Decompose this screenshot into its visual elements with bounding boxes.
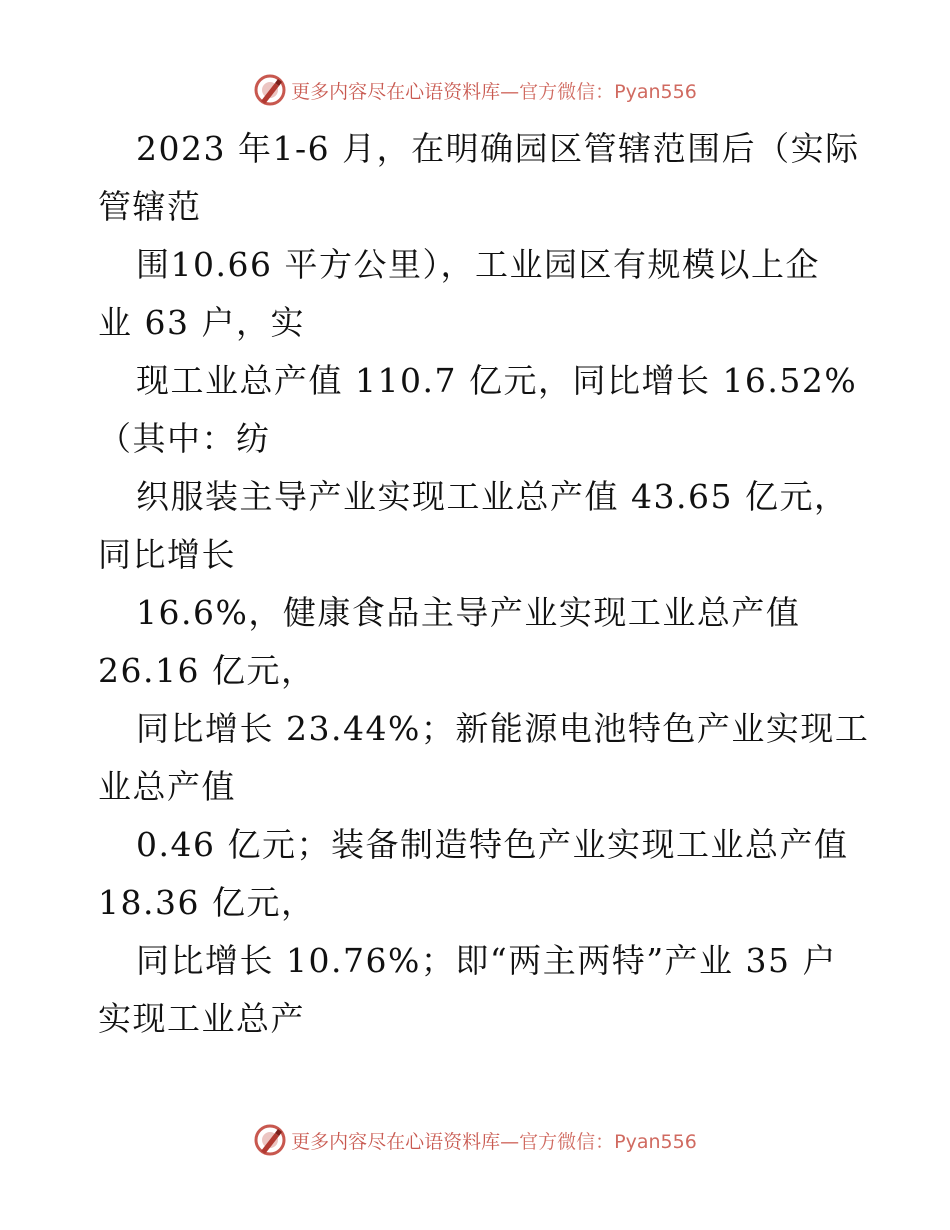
text-line: 管辖范 [98, 187, 202, 226]
pen-logo-icon [253, 73, 287, 107]
text-line: 实现工业总产 [98, 999, 305, 1038]
text-line: 同比增长 23.44%；新能源电池特色产业实现工 [136, 709, 870, 748]
text-line: 2023 年1-6 月，在明确园区管辖范围后（实际 [136, 129, 860, 168]
pen-logo-icon [253, 1123, 287, 1157]
text-line: （其中：纺 [98, 419, 271, 458]
text-line: 现工业总产值 110.7 亿元，同比增长 16.52% [136, 361, 858, 400]
header-watermark [0, 70, 950, 110]
text-line: 0.46 亿元；装备制造特色产业实现工业总产值 [136, 825, 849, 864]
text-line: 业总产值 [98, 767, 236, 806]
watermark-text: 更多内容尽在心语资料库—官方微信：Pyan556 [291, 80, 697, 103]
watermark-text: 更多内容尽在心语资料库—官方微信：Pyan556 [291, 1130, 697, 1153]
text-line: 业 63 户，实 [98, 303, 305, 342]
footer-watermark [0, 1120, 950, 1160]
text-line: 26.16 亿元， [98, 651, 316, 690]
text-line: 同比增长 [98, 535, 236, 574]
text-line: 织服装主导产业实现工业总产值 43.65 亿元， [136, 477, 849, 516]
text-line: 围10.66 平方公里），工业园区有规模以上企 [136, 245, 820, 284]
text-line: 18.36 亿元， [98, 883, 316, 922]
document-body [98, 120, 870, 1048]
text-line: 同比增长 10.76%；即“两主两特”产业 35 户 [136, 941, 838, 980]
text-line: 16.6%，健康食品主导产业实现工业总产值 [136, 593, 801, 632]
